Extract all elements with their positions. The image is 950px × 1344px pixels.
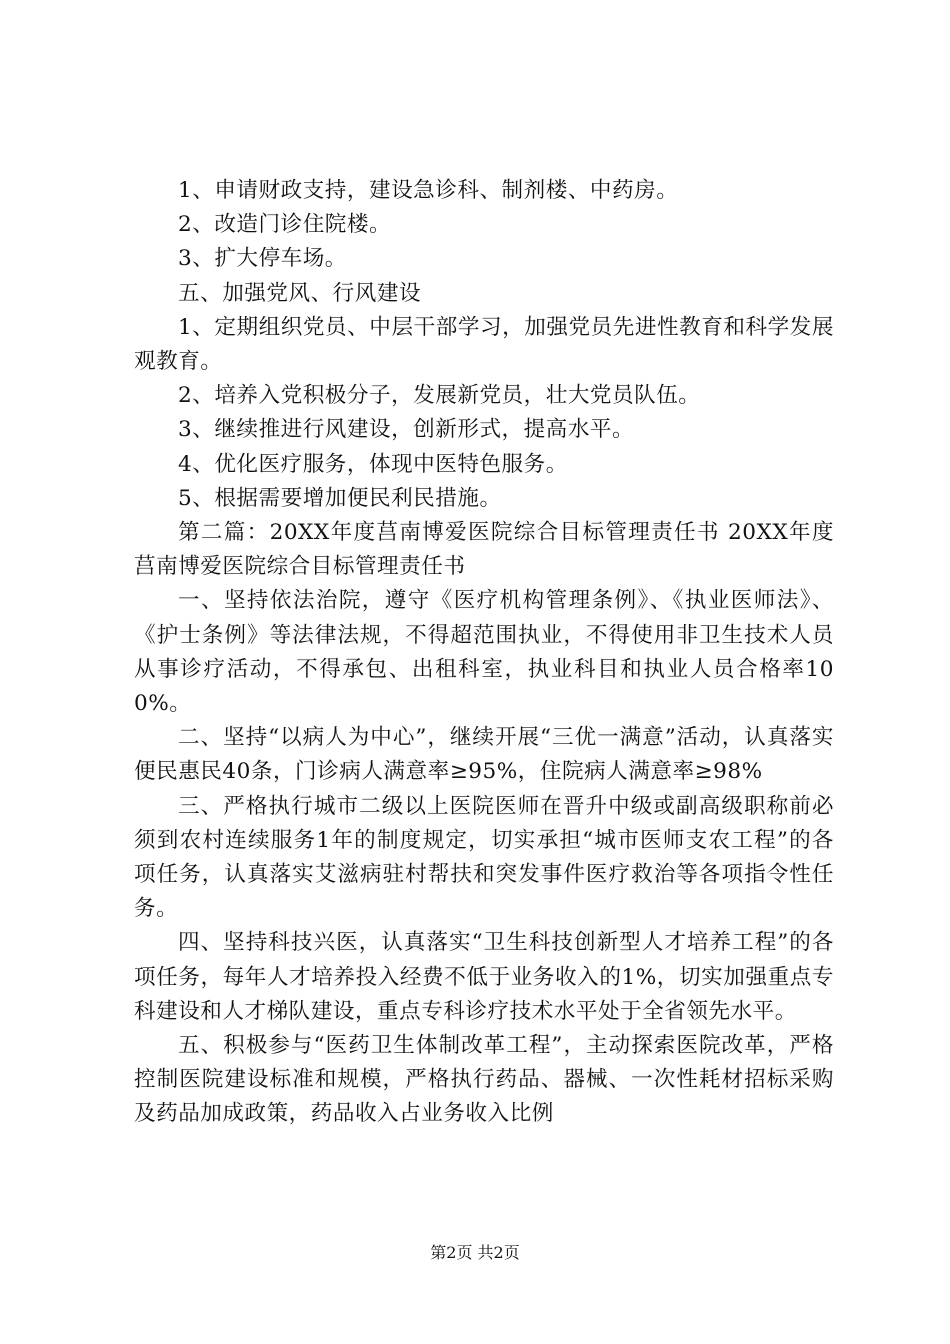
paragraph: 4、优化医疗服务，体现中医特色服务。 [178,451,568,477]
paragraph: 二、坚持“以病人为中心”，继续开展“三优一满意”活动，认真落实便民惠民40条，门诊病人满意率≥95%，住院病人满意率≥98% [134,725,834,785]
paragraph: 1、定期组织党员、中层干部学习，加强党员先进性教育和科学发展观教育。 [134,314,834,375]
document-body [134,174,834,1132]
paragraph: 五、积极参与“医药卫生体制改革工程”，主动探索医院改革，严格控制医院建设标准和规模，严格执行药品、器械、一次性耗材招标采购及药品加成政策，药品收入占业务收入比例 [134,1033,834,1127]
paragraph: 三、严格执行城市二级以上医院医师在晋升中级或副高级职称前必须到农村连续服务1年的制度规定，切实承担“城市医师支农工程”的各项任务，认真落实艾滋病驻村帮扶和突发事件医疗救治等各项指令性任务。 [134,793,834,922]
paragraph: 四、坚持科技兴医，认真落实“卫生科技创新型人才培养工程”的各项任务，每年人才培养投入经费不低于业务收入的1%，切实加强重点专科建设和人才梯队建设，重点专科诊疗技术水平处于全省领先水平。 [134,930,834,1024]
paragraph: 3、扩大停车场。 [178,246,347,272]
section-heading: 五、加强党风、行风建设 [178,280,422,306]
paragraph: 2、培养入党积极分子，发展新党员，壮大党员队伍。 [178,383,701,409]
document-title: 第二篇：20XX年度莒南博爱医院综合目标管理责任书 20XX年度莒南博爱医院综合目标管理责任书 [134,520,834,580]
paragraph: 一、坚持依法治院，遵守《医疗机构管理条例》、《执业医师法》、《护士条例》等法律法规，不得超范围执业，不得使用非卫生技术人员从事诊疗活动，不得承包、出租科室，执业科目和执业人员合格率100%。 [134,588,834,717]
paragraph: 3、继续推进行风建设，创新形式，提高水平。 [178,417,635,443]
paragraph: 2、改造门诊住院楼。 [178,212,392,238]
paragraph: 5、根据需要增加便民利民措施。 [178,485,502,511]
page-footer [0,1242,950,1264]
page-number-label: 第2页 共2页 [430,1243,520,1262]
paragraph: 1、申请财政支持，建设急诊科、制剂楼、中药房。 [178,178,679,203]
